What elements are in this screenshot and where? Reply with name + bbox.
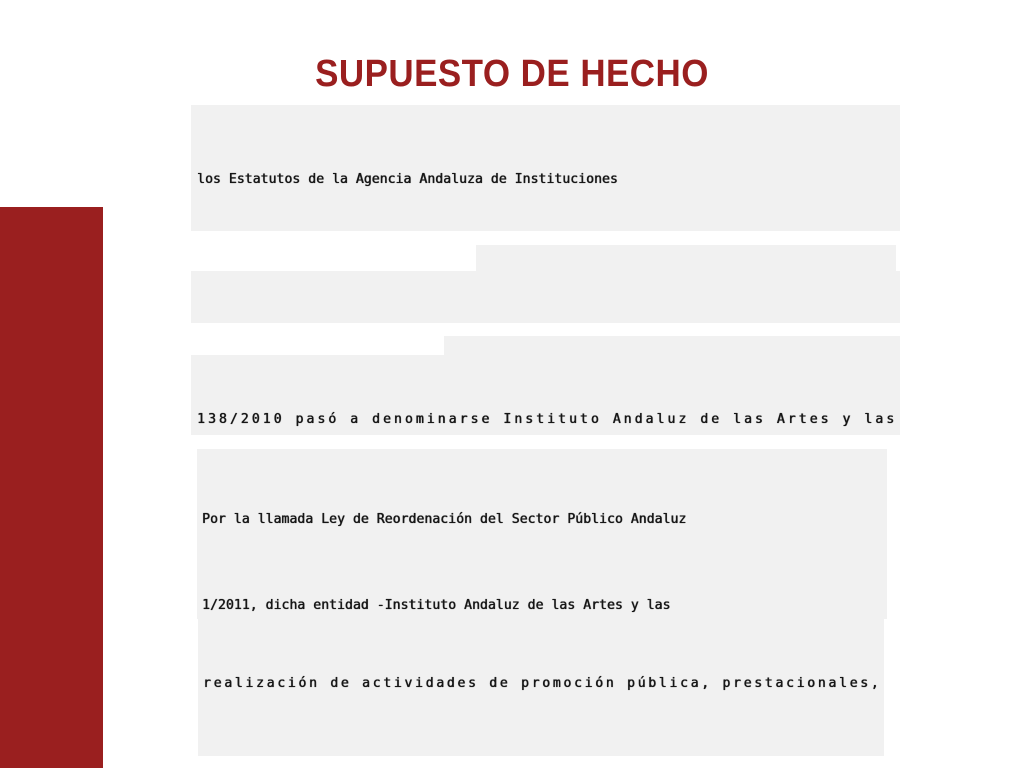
text-line: realización de actividades de promoción pública, prestacionales, [203,676,882,691]
scan-fragment-138-2010 [191,355,900,435]
scan-fragment-precedente [476,245,896,271]
scan-fragment-actividades [198,614,884,756]
text-line: 1/2011, dicha entidad -Instituto Andaluz de las Artes y las [202,597,671,613]
slide-title: SUPUESTO DE HECHO [315,53,709,96]
text-line: Por la llamada Ley de Reordenación del Sector Público Andaluz [202,512,687,527]
text-line [203,754,879,756]
side-accent-bar [0,207,103,768]
text-line: 138/2010 pasó a denominarse Instituto Andaluz de las Artes y las [197,412,898,427]
scan-fragment-empresa-publica [191,271,900,323]
scan-fragment-ley-reordenacion [197,449,887,619]
scan-fragment-estatutos [191,105,900,231]
text-line: los Estatutos de la Agencia Andaluza de Instituciones [197,172,618,187]
